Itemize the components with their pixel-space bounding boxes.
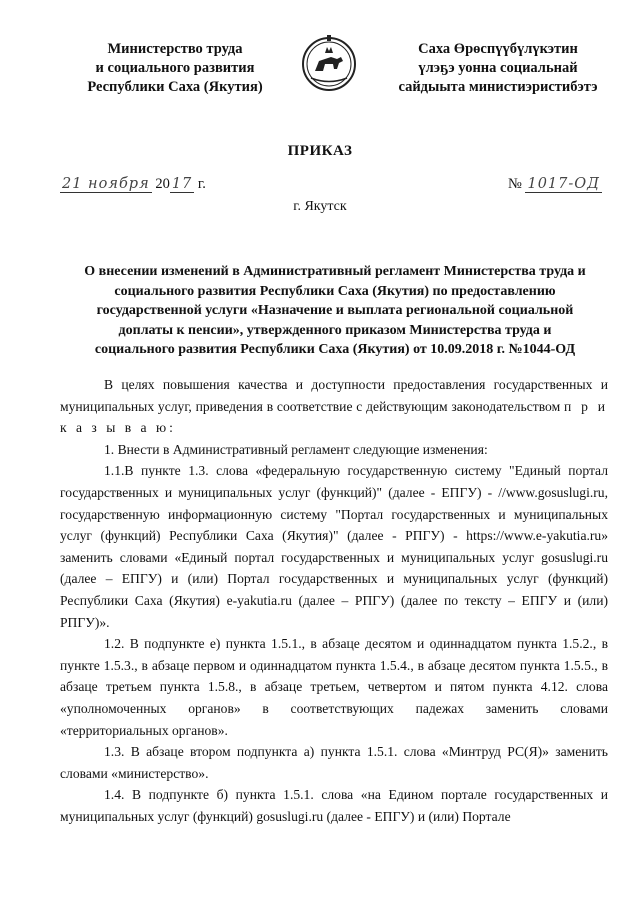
handwritten-year: 17	[171, 176, 193, 192]
prikazyvayu-word: п р и к а з ы в а ю:	[60, 398, 608, 436]
order-subject	[50, 262, 620, 360]
intro-text: В целях повышения качества и доступности предоставления государственных и муниципальных услуг, приведения в соответствие с действующим законодательством	[60, 377, 608, 414]
ministry-name-line: и социального развития	[95, 60, 255, 76]
handwritten-date: 21 ноября	[62, 176, 150, 192]
subject-line: О внесении изменений в Административный регламент Министерства труда и	[84, 264, 586, 279]
intro-paragraph	[60, 374, 608, 439]
paragraph-1-2: 1.2. В подпункте е) пункта 1.5.1., в абзаце десятом и одиннадцатом пункта 1.5.2., в пункте 1.5.3., в абзаце первом и одиннадцатом пункта 1.5.4., в абзаце десятом пункта 1.5.5., в абзаце третьем пункта 1.5.8., в абзаце третьем, четвертом и пятом пункта 4.12. слова «уполномоченных органов» в соответствующих падежах заменить словами «территориальных органов».	[60, 636, 608, 738]
city-name: г. Якутск	[293, 199, 347, 214]
subject-line: социального развития Республики Саха (Якутия) от 10.09.2018 г. №1044-ОД	[94, 342, 576, 357]
paragraph-1-3: 1.3. В абзаце втором подпункта а) пункта 1.5.1. слова «Минтруд РС(Я)» заменить словами «министерство».	[60, 744, 608, 781]
order-date	[60, 176, 206, 193]
order-number	[508, 176, 602, 193]
ministry-name-line: сайдыыта министиэристибэтэ	[398, 79, 598, 95]
coat-of-arms-sakha-icon	[301, 33, 357, 95]
document-title: ПРИКАЗ	[287, 143, 353, 159]
paragraph-1-1: 1.1.В пункте 1.3. слова «федеральную государственную систему "Единый портал государственных и муниципальных услуг (функций)" (далее - ЕПГУ) - //www.gosuslugi.ru, государственную информационную систему "Портал государственных и муниципальных услуг (функций) Республики Саха (Якутия)" (далее - РПГУ) - https://www.e-yakutia.ru» заменить словами «Единый портал государственных и муниципальных услуг gosuslugi.ru (далее – ЕПГУ) и (или) Портал государственных и муниципальных услуг (функций) Республики Саха (Якутия) e-yakutia.ru (далее – РПГУ) (далее по тексту – ЕПГУ и (или) РПГУ)».	[60, 463, 608, 630]
ministry-name-line: Министерство труда	[107, 41, 243, 57]
ministry-name-line: Саха Өрөспүүбүлүкэтин	[418, 41, 578, 57]
paragraph-1-4: 1.4. В подпункте б) пункта 1.5.1. слова «на Едином портале государственных и муниципальных услуг (функций) gosuslugi.ru (далее - ЕПГУ) и (или) Портале	[60, 787, 608, 824]
ministry-name-yakut	[378, 40, 618, 97]
year-prefix: 20	[155, 176, 170, 192]
handwritten-number: 1017-ОД	[527, 176, 600, 192]
year-abbrev: г.	[197, 176, 206, 192]
ministry-name-line: үлэҕэ уонна социальнай	[418, 60, 578, 76]
ministry-name-line: Республики Саха (Якутия)	[87, 79, 263, 95]
subject-line: социального развития Республики Саха (Якутия) по предоставлению	[114, 283, 556, 299]
order-body	[60, 374, 608, 827]
subject-line: доплаты к пенсии», утвержденного приказом Министерства труда и	[118, 322, 552, 338]
paragraph-1: 1. Внести в Административный регламент следующие изменения:	[104, 441, 488, 457]
subject-line: государственной услуги «Назначение и выплата региональной социальной	[96, 303, 574, 318]
ministry-name-russian	[60, 40, 290, 97]
number-label: №	[508, 176, 522, 192]
